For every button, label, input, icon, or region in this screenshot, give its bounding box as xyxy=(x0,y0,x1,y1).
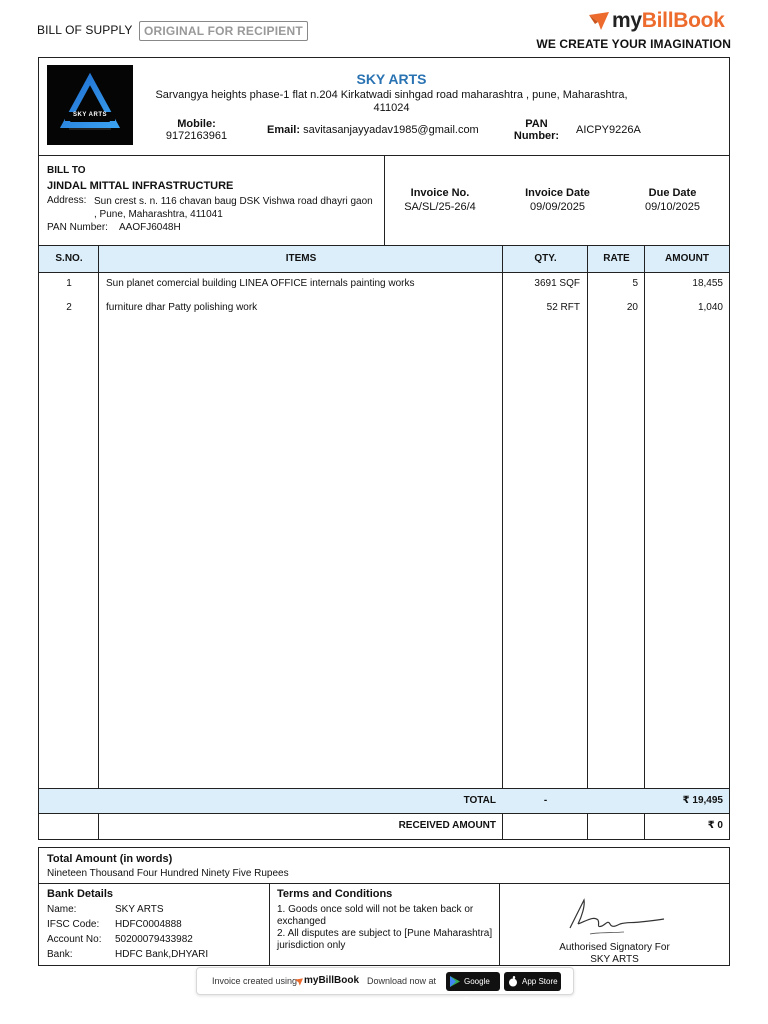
signature-image xyxy=(560,890,670,940)
bank-value: HDFC Bank,DHYARI xyxy=(115,949,209,960)
terms-line: 1. Goods once sold will not be taken back or exchanged xyxy=(277,904,474,927)
bill-to-address-label: Address: xyxy=(47,195,87,206)
row-amount: 18,455 xyxy=(692,278,723,289)
bank-value: SKY ARTS xyxy=(115,904,164,915)
row-qty: 52 RFT xyxy=(546,302,580,313)
bill-to-heading: BILL TO xyxy=(47,165,86,176)
seller-address: Sarvangya heights phase-1 flat n.204 Kirkatwadi sinhgad road maharashtra , pune, Maharashtra, 411024 xyxy=(155,89,628,114)
bank-key: Name: xyxy=(47,904,77,915)
bank-key: IFSC Code: xyxy=(47,919,100,930)
due-date-label: Due Date xyxy=(648,187,697,199)
seller-logo xyxy=(47,65,133,145)
row-amount: 1,040 xyxy=(697,302,723,313)
column-divider xyxy=(98,246,99,840)
signatory-line-1: Authorised Signatory For xyxy=(559,942,670,953)
seller-email-line xyxy=(267,124,479,136)
bank-details-title: Bank Details xyxy=(47,888,114,900)
amount-in-words-title: Total Amount (in words) xyxy=(47,853,173,865)
table-row xyxy=(39,298,729,318)
total-label: TOTAL xyxy=(463,795,496,806)
brand-my: my xyxy=(612,9,642,32)
received-row xyxy=(39,814,729,840)
document-type: BILL OF SUPPLY xyxy=(37,23,133,37)
mybillbook-mark-icon xyxy=(589,12,609,30)
footer-section xyxy=(38,883,730,966)
column-divider xyxy=(502,246,503,840)
header-sno: S.NO. xyxy=(55,253,83,264)
seller-mobile: 9172163961 xyxy=(165,130,228,142)
header-amount: AMOUNT xyxy=(665,253,709,264)
terms-body xyxy=(277,904,495,952)
promo-strip xyxy=(196,967,574,1005)
invoice-meta xyxy=(385,156,729,246)
promo-download: Download now at xyxy=(367,976,437,986)
seller-mobile-label: Mobile: xyxy=(177,118,216,130)
seller-name: SKY ARTS xyxy=(356,71,427,87)
bank-key: Bank: xyxy=(47,949,73,960)
google-play-button[interactable] xyxy=(446,972,500,1005)
amount-in-words: Nineteen Thousand Four Hundred Ninety Five Rupees xyxy=(47,868,289,879)
seller-logo-text: SKY ARTS xyxy=(72,112,107,118)
invoice-date-label: Invoice Date xyxy=(525,187,590,199)
header-qty: QTY. xyxy=(534,253,557,264)
seller-pan-label: PAN Number: xyxy=(513,118,560,142)
due-date: 09/10/2025 xyxy=(644,201,701,213)
table-row xyxy=(39,274,729,294)
row-sno: 1 xyxy=(66,278,72,289)
bill-to-pan: AAOFJ6048H xyxy=(119,222,181,233)
mybillbook-logo xyxy=(589,9,725,33)
row-sno: 2 xyxy=(66,302,72,313)
column-divider xyxy=(644,246,645,840)
app-store-button[interactable] xyxy=(504,972,561,991)
signatory-line-2: SKY ARTS xyxy=(590,954,639,965)
google-play-label: Google Play xyxy=(464,977,490,1005)
received-amount: ₹ 0 xyxy=(707,820,723,831)
due-date-block xyxy=(625,187,720,214)
triangle-logo-icon xyxy=(47,65,133,145)
bank-row xyxy=(47,934,193,945)
column-divider xyxy=(587,246,588,840)
received-label: RECEIVED AMOUNT xyxy=(398,820,496,831)
row-rate: 5 xyxy=(632,278,638,289)
total-qty: - xyxy=(543,795,548,806)
seller-email-label: Email: xyxy=(267,124,301,136)
signature-block xyxy=(500,884,729,965)
items-table-header xyxy=(39,246,729,273)
seller-pan: AICPY9226A xyxy=(576,124,641,136)
mybillbook-mark-icon xyxy=(295,978,303,986)
copy-badge: ORIGINAL FOR RECIPIENT xyxy=(139,21,308,41)
row-item: Sun planet comercial building LINEA OFFICE internals painting works xyxy=(106,278,415,289)
bank-row xyxy=(47,904,164,915)
items-table xyxy=(39,246,729,840)
bank-row xyxy=(47,919,182,930)
terms-title: Terms and Conditions xyxy=(277,888,393,900)
bill-to-pan-label: PAN Number: xyxy=(47,222,108,233)
row-rate: 20 xyxy=(626,302,638,313)
seller-email: savitasanjayyadav1985@gmail.com xyxy=(303,124,479,136)
header-items: ITEMS xyxy=(285,253,317,264)
row-qty: 3691 SQF xyxy=(534,278,580,289)
bank-value: HDFC0004888 xyxy=(115,919,182,930)
bill-to-address: Sun crest s. n. 116 chavan baug DSK Vishwa road dhayri gaon , Pune, Maharashtra, 411041 xyxy=(94,196,373,220)
app-store-label: App Store xyxy=(522,977,558,986)
google-play-icon xyxy=(450,976,460,987)
bank-value: 50200079433982 xyxy=(115,934,193,945)
invoice-date: 09/09/2025 xyxy=(529,201,586,213)
bank-key: Account No: xyxy=(47,934,102,945)
invoice-number-block xyxy=(395,187,485,214)
row-item: furniture dhar Patty polishing work xyxy=(106,302,258,313)
bill-to-section xyxy=(39,156,385,246)
tagline: WE CREATE YOUR IMAGINATION xyxy=(536,37,731,51)
signatory-label xyxy=(500,942,729,966)
total-amount: ₹ 19,495 xyxy=(682,795,723,806)
terms-line: 2. All disputes are subject to [Pune Maharashtra] jurisdiction only xyxy=(277,928,493,951)
invoice-frame xyxy=(38,57,730,840)
apple-icon xyxy=(508,976,518,987)
invoice-number-label: Invoice No. xyxy=(410,187,470,199)
seller-section xyxy=(39,58,729,156)
terms-and-conditions xyxy=(270,884,500,965)
promo-created-using: Invoice created using xyxy=(212,976,298,986)
bank-details xyxy=(39,884,270,965)
header-rate: RATE xyxy=(603,253,630,264)
bill-to-name: JINDAL MITTAL INFRASTRUCTURE xyxy=(47,180,234,192)
amount-in-words-section xyxy=(38,847,730,883)
bank-row xyxy=(47,949,208,960)
promo-brand: myBillBook xyxy=(304,975,360,986)
invoice-number: SA/SL/25-26/4 xyxy=(404,201,476,213)
invoice-date-block xyxy=(510,187,605,214)
total-row xyxy=(39,788,729,814)
brand-billbook: BillBook xyxy=(641,9,725,32)
